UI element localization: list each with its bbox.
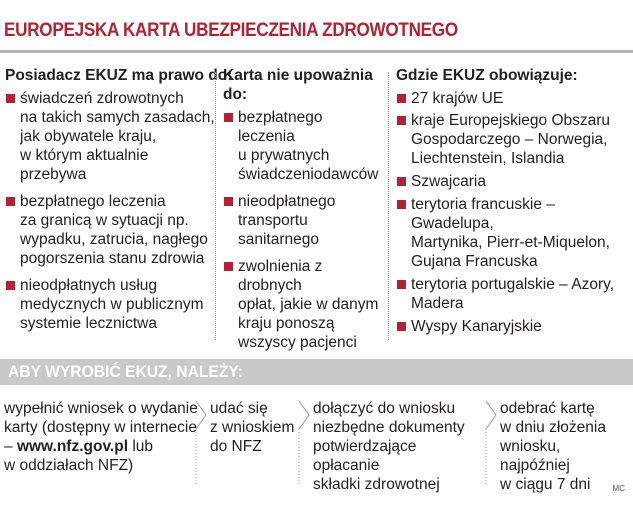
rights-column <box>5 66 233 341</box>
nfz-link[interactable]: www.nfz.gov.pl <box>16 438 129 455</box>
steps-banner-label: ABY WYROBIĆ EKUZ, NALEŻY: <box>8 362 243 381</box>
list-item: Szwajcaria <box>396 172 631 191</box>
list-item: kraje Europejskiego Obszaru Gospodarczego – Norwegia, Liechtenstein, Islandia <box>396 111 631 168</box>
list-item: świadczeń zdrowotnych na takich samych zasadach, jak obywatele kraju, w którym aktualnie przebywa <box>5 89 215 184</box>
exclusions-list <box>223 108 383 352</box>
square-bullet-icon <box>6 197 15 206</box>
column-divider <box>215 72 216 340</box>
square-bullet-icon <box>397 116 406 125</box>
square-bullet-icon <box>397 322 406 331</box>
square-bullet-icon <box>224 262 233 271</box>
list-item: bezpłatnego leczenia za granicą w sytuacji np. wypadku, zatrucia, nagłego pogorszenia stanu zdrowia <box>5 192 215 268</box>
square-bullet-icon <box>6 94 15 103</box>
chevron-right-icon <box>194 399 208 485</box>
square-bullet-icon <box>397 200 406 209</box>
chevron-right-icon <box>484 399 498 485</box>
step-1: wypełnić wniosek o wydanie karty (dostępny w internecie – www.nfz.gov.pl lub w oddziałach NFZ) <box>4 400 198 474</box>
exclusions-column <box>223 66 383 360</box>
validity-heading: Gdzie EKUZ obowiązuje: <box>396 67 578 84</box>
validity-list <box>396 89 631 336</box>
chevron-right-icon <box>297 399 311 485</box>
rights-list <box>5 89 215 333</box>
square-bullet-icon <box>397 94 406 103</box>
author-credit: MC <box>612 484 625 493</box>
step-4: odebrać kartę w dniu złożenia wniosku, najpóźniej w ciągu 7 dni <box>500 400 606 493</box>
square-bullet-icon <box>224 197 233 206</box>
column-divider <box>388 72 389 340</box>
list-item: bezpłatnego leczenia u prywatnych świadczeniodawców <box>223 108 383 184</box>
list-item: nieodpłatnych usług medycznych w publicznym systemie lecznictwa <box>5 276 215 333</box>
validity-column <box>396 66 631 344</box>
page-title: EUROPEJSKA KARTA UBEZPIECZENIA ZDROWOTNEGO <box>4 20 458 41</box>
step-2: udać się z wnioskiem do NFZ <box>210 400 295 455</box>
title-underline <box>0 50 633 53</box>
square-bullet-icon <box>6 281 15 290</box>
list-item: nieodpłatnego transportu sanitarnego <box>223 192 383 249</box>
list-item: Wyspy Kanaryjskie <box>396 317 631 336</box>
square-bullet-icon <box>224 113 233 122</box>
list-item: zwolnienia z drobnych opłat, jakie w danym kraju ponoszą wszyscy pacjenci <box>223 257 383 352</box>
list-item: terytoria francuskie – Gwadelupa, Martynika, Pierr-et-Miquelon, Gujana Francuska <box>396 195 631 271</box>
list-item: terytoria portugalskie – Azory, Madera <box>396 275 631 313</box>
steps-banner <box>0 359 633 385</box>
steps-row <box>0 399 633 494</box>
square-bullet-icon <box>397 177 406 186</box>
list-item: 27 krajów UE <box>396 89 631 108</box>
rights-heading: Posiadacz EKUZ ma prawo do: <box>5 67 233 84</box>
square-bullet-icon <box>397 280 406 289</box>
exclusions-heading: Karta nie upoważnia do: <box>223 67 373 103</box>
step-3: dołączyć do wniosku niezbędne dokumenty potwierdzające opłacanie składki zdrowotnej <box>313 400 465 493</box>
